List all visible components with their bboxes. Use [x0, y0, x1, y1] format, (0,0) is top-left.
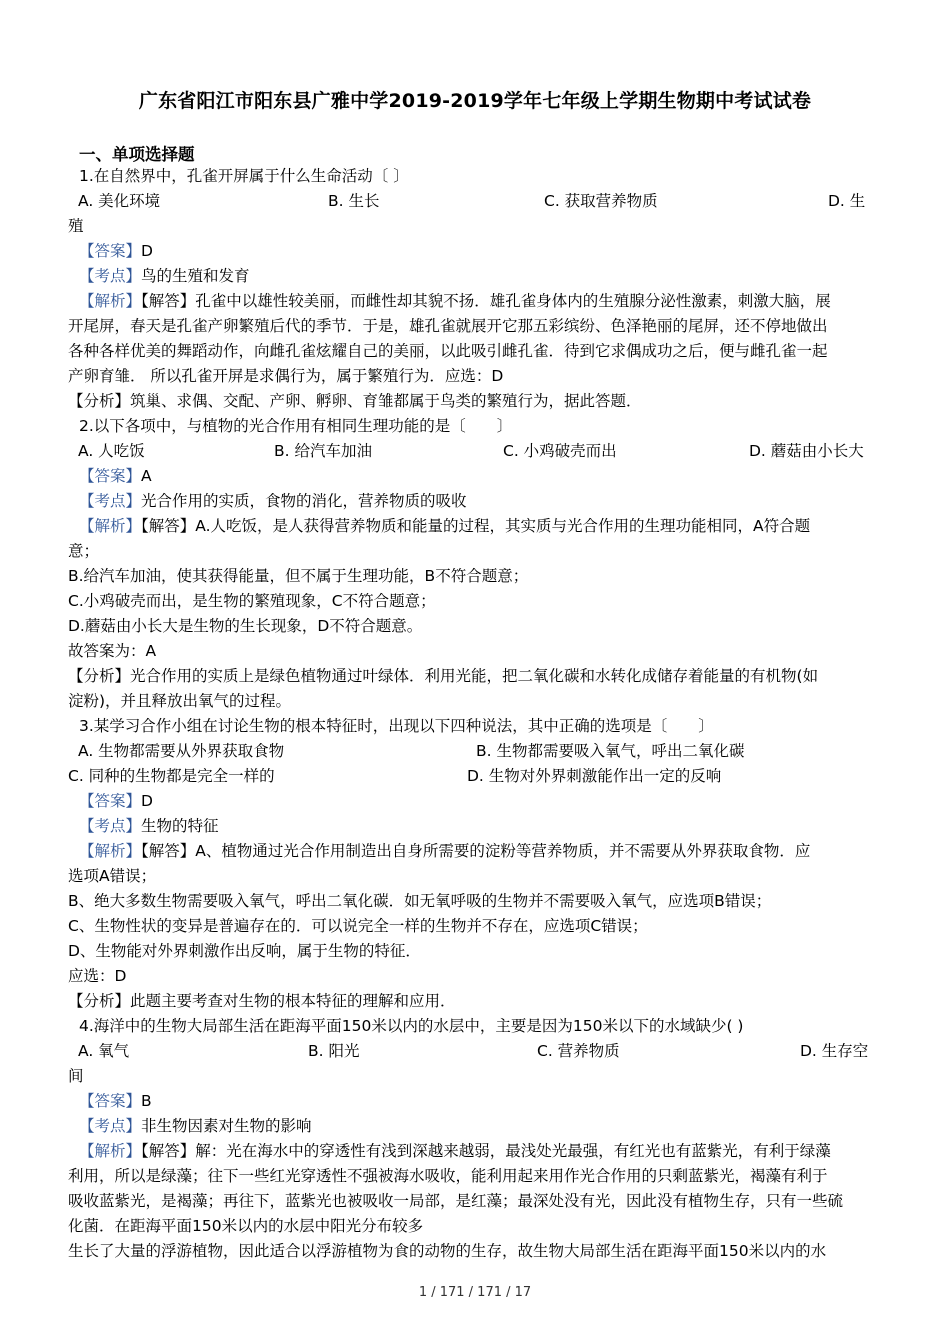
q2-analysis-text: 【解答】A.人吃饭，是人获得营养物质和能量的过程，其实质与光合作用的生理功能相同，A符合题 [141, 517, 811, 535]
answer-label: 【答案】 [79, 467, 142, 485]
question-2-stem: 2.以下各项中，与植物的光合作用有相同生理功能的是〔 〕 [79, 417, 513, 435]
q1-option-c: C. 获取营养物质 [544, 192, 658, 210]
point-label: 【考点】 [79, 1117, 142, 1135]
q3-point [68, 814, 884, 839]
q3-option-a: A. 生物都需要从外界获取食物 [78, 742, 285, 760]
q3-conclusion: 应选：D [68, 967, 127, 985]
q4-analysis-line: 吸收蓝紫光，是褐藻；再往下，蓝紫光也被吸收一局部，是红藻；最深处没有光，因此没有植物生存，只有一些硫 [68, 1192, 844, 1210]
answer-label: 【答案】 [79, 242, 142, 260]
question-4-options [68, 1039, 884, 1064]
question-4-stem: 4.海洋中的生物大局部生活在距海平面150米以内的水层中，主要是因为150米以下的水域缺少( ) [79, 1017, 744, 1035]
document-body [68, 164, 884, 1264]
analysis-label: 【解析】 [79, 517, 142, 535]
q2-line-b: B.给汽车加油，使其获得能量，但不属于生理功能，B不符合题意； [68, 567, 529, 585]
q2-point [68, 489, 884, 514]
q4-analysis-line [68, 1139, 884, 1164]
q3-analysis-text: 【解答】A、植物通过光合作用制造出自身所需要的淀粉等营养物质，并不需要从外界获取食物．应 [141, 842, 811, 860]
question-1-stem: 1.在自然界中，孔雀开屏属于什么生命活动〔 〕 [79, 167, 409, 185]
q3-line-d: D、生物能对外界刺激作出反响，属于生物的特征． [68, 942, 421, 960]
q3-analysis-line [68, 839, 884, 864]
q1-point-value: 鸟的生殖和发育 [141, 267, 250, 285]
point-label: 【考点】 [79, 817, 142, 835]
q1-analysis-line: 产卵育雏． 所以孔雀开屏是求偶行为，属于繁殖行为．应选：D [68, 367, 504, 385]
point-label: 【考点】 [79, 492, 142, 510]
q2-answer-value: A [141, 467, 152, 485]
fenxi-label: 【分析】 [68, 992, 131, 1010]
answer-label: 【答案】 [79, 1092, 142, 1110]
q1-analysis-line [68, 289, 884, 314]
q1-answer-value: D [141, 242, 153, 260]
question-3-options-row-1 [68, 739, 884, 764]
q2-analysis-line [68, 514, 884, 539]
q2-option-b: B. 给汽车加油 [274, 442, 372, 460]
q4-point-value: 非生物因素对生物的影响 [141, 1117, 312, 1135]
q1-analysis-line: 各种各样优美的舞蹈动作，向雌孔雀炫耀自己的美丽，以此吸引雌孔雀．待到它求偶成功之后，便与雌孔雀一起 [68, 342, 828, 360]
q1-fenxi-text: 筑巢、求偶、交配、产卵、孵卵、育雏都属于鸟类的繁殖行为，据此答题． [130, 392, 642, 410]
q3-point-value: 生物的特征 [141, 817, 219, 835]
q2-option-a: A. 人吃饭 [78, 442, 145, 460]
page-title: 广东省阳江市阳东县广雅中学2019-2019学年七年级上学期生物期中考试试卷 [138, 90, 812, 112]
q1-point [68, 264, 884, 289]
page-footer: 1 / 171 / 171 / 17 [418, 1285, 532, 1300]
q2-fenxi [68, 664, 884, 689]
point-label: 【考点】 [79, 267, 142, 285]
question-1-options [68, 189, 884, 214]
q3-answer-value: D [141, 792, 153, 810]
question-3-stem: 3.某学习合作小组在讨论生物的根本特征时，出现以下四种说法，其中正确的选项是〔 〕 [79, 717, 714, 735]
q1-option-d: D. 生 [828, 192, 866, 210]
q3-option-b: B. 生物都需要吸入氧气，呼出二氧化碳 [476, 742, 745, 760]
q4-option-a: A. 氧气 [78, 1042, 130, 1060]
q2-option-c: C. 小鸡破壳而出 [503, 442, 617, 460]
q4-option-b: B. 阳光 [308, 1042, 360, 1060]
q2-point-value: 光合作用的实质，食物的消化，营养物质的吸收 [141, 492, 467, 510]
q4-analysis-text: 【解答】解：光在海水中的穿透性有浅到深越来越弱，最浅处光最强，有红光也有蓝紫光，有利于绿藻 [141, 1142, 831, 1160]
q3-option-d: D. 生物对外界刺激能作出一定的反响 [467, 767, 722, 785]
answer-label: 【答案】 [79, 792, 142, 810]
q3-analysis-line: 选项A错误； [68, 867, 157, 885]
analysis-label: 【解析】 [79, 292, 142, 310]
analysis-label: 【解析】 [79, 842, 142, 860]
q4-answer [68, 1089, 884, 1114]
q1-option-wrap: 殖 [68, 217, 84, 235]
q4-option-wrap: 间 [68, 1067, 84, 1085]
fenxi-label: 【分析】 [68, 392, 131, 410]
q1-analysis-line: 开尾屏，春天是孔雀产卵繁殖后代的季节．于是，雄孔雀就展开它那五彩缤纷、色泽艳丽的尾屏，还不停地做出 [68, 317, 828, 335]
q4-analysis-line: 生长了大量的浮游植物，因此适合以浮游植物为食的动物的生存，故生物大局部生活在距海平面150米以内的水 [68, 1242, 827, 1260]
q1-fenxi [68, 389, 884, 414]
section-heading: 一、单项选择题 [79, 145, 195, 164]
q3-fenxi-text: 此题主要考查对生物的根本特征的理解和应用． [130, 992, 456, 1010]
q3-line-c: C、生物性状的变异是普遍存在的．可以说完全一样的生物并不存在，应选项C错误； [68, 917, 648, 935]
q3-option-c: C. 同种的生物都是完全一样的 [68, 767, 275, 785]
q4-point [68, 1114, 884, 1139]
q1-analysis-text: 【解答】孔雀中以雄性较美丽，而雌性却其貌不扬．雄孔雀身体内的生殖腺分泌性激素，刺激大脑，展 [141, 292, 831, 310]
q4-option-c: C. 营养物质 [537, 1042, 620, 1060]
q3-answer [68, 789, 884, 814]
question-2-options [68, 439, 884, 464]
q4-analysis-line: 利用，所以是绿藻；往下一些红光穿透性不强被海水吸收，能利用起来用作光合作用的只剩蓝紫光，褐藻有利于 [68, 1167, 828, 1185]
q1-option-a: A. 美化环境 [78, 192, 161, 210]
q2-fenxi-line: 淀粉)，并且释放出氧气的过程。 [68, 692, 292, 710]
analysis-label: 【解析】 [79, 1142, 142, 1160]
q1-answer [68, 239, 884, 264]
question-3-options-row-2 [68, 764, 884, 789]
q2-line-d: D.蘑菇由小长大是生物的生长现象，D不符合题意。 [68, 617, 423, 635]
q3-line-b: B、绝大多数生物需要吸入氧气，呼出二氧化碳．如无氧呼吸的生物并不需要吸入氧气，应选项B错误； [68, 892, 772, 910]
q2-answer [68, 464, 884, 489]
fenxi-label: 【分析】 [68, 667, 131, 685]
q2-conclusion: 故答案为：A [68, 642, 157, 660]
q2-analysis-line: 意； [68, 542, 100, 560]
q2-option-d: D. 蘑菇由小长大 [749, 442, 864, 460]
q2-fenxi-text: 光合作用的实质上是绿色植物通过叶绿体．利用光能，把二氧化碳和水转化成储存着能量的有机物(如 [130, 667, 819, 685]
q4-option-d: D. 生存空 [800, 1042, 869, 1060]
q4-answer-value: B [141, 1092, 152, 1110]
q1-option-b: B. 生长 [328, 192, 380, 210]
q2-line-c: C.小鸡破壳而出，是生物的繁殖现象，C不符合题意； [68, 592, 436, 610]
q3-fenxi [68, 989, 884, 1014]
q4-analysis-line: 化菌．在距海平面150米以内的水层中阳光分布较多 [68, 1217, 424, 1235]
